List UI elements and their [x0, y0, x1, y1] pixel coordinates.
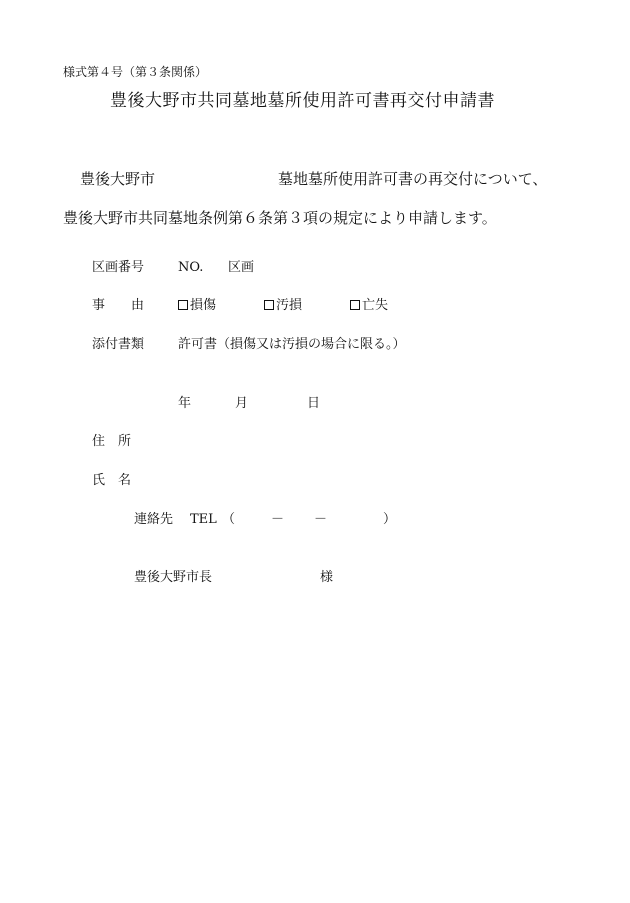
checkbox-icon[interactable]	[264, 300, 274, 310]
date-day-label: 日	[307, 396, 321, 411]
tel-open-paren: （	[222, 512, 236, 527]
reason-option-label: 汚損	[276, 298, 303, 313]
section-no-prefix: NO.	[178, 260, 204, 275]
reason-option-label: 損傷	[190, 298, 217, 313]
form-number: 様式第４号（第３条関係）	[63, 65, 208, 79]
contact-label: 連絡先	[134, 512, 174, 527]
date-year-label: 年	[178, 396, 192, 411]
city-name: 豊後大野市	[80, 170, 156, 188]
tel-separator: －	[314, 512, 328, 527]
tel-label: TEL	[190, 512, 217, 527]
addressee-honorific: 様	[320, 570, 334, 585]
tel-separator: －	[271, 512, 285, 527]
reason-option-damage[interactable]	[178, 299, 216, 312]
section-ku-label: 区画	[228, 260, 255, 275]
section-number-label: 区画番号	[92, 260, 145, 275]
reason-option-label: 亡失	[362, 298, 389, 313]
tel-close-paren: ）	[383, 512, 397, 527]
reason-label: 事 由	[92, 298, 145, 313]
checkbox-icon[interactable]	[350, 300, 360, 310]
attachment-label: 添付書類	[92, 337, 145, 352]
attachment-value: 許可書（損傷又は汚損の場合に限る。）	[178, 337, 406, 352]
legal-basis-statement: 豊後大野市共同墓地条例第６条第３項の規定により申請します。	[63, 209, 497, 227]
reason-option-lost[interactable]	[350, 299, 388, 312]
reissue-statement: 墓地墓所使用許可書の再交付について、	[278, 170, 548, 188]
addressee-mayor: 豊後大野市長	[134, 570, 213, 585]
date-month-label: 月	[235, 396, 249, 411]
reason-option-soiled[interactable]	[264, 299, 302, 312]
document-title: 豊後大野市共同墓地墓所使用許可書再交付申請書	[110, 91, 495, 111]
name-label: 氏 名	[92, 473, 132, 488]
checkbox-icon[interactable]	[178, 300, 188, 310]
address-label: 住 所	[92, 434, 132, 449]
